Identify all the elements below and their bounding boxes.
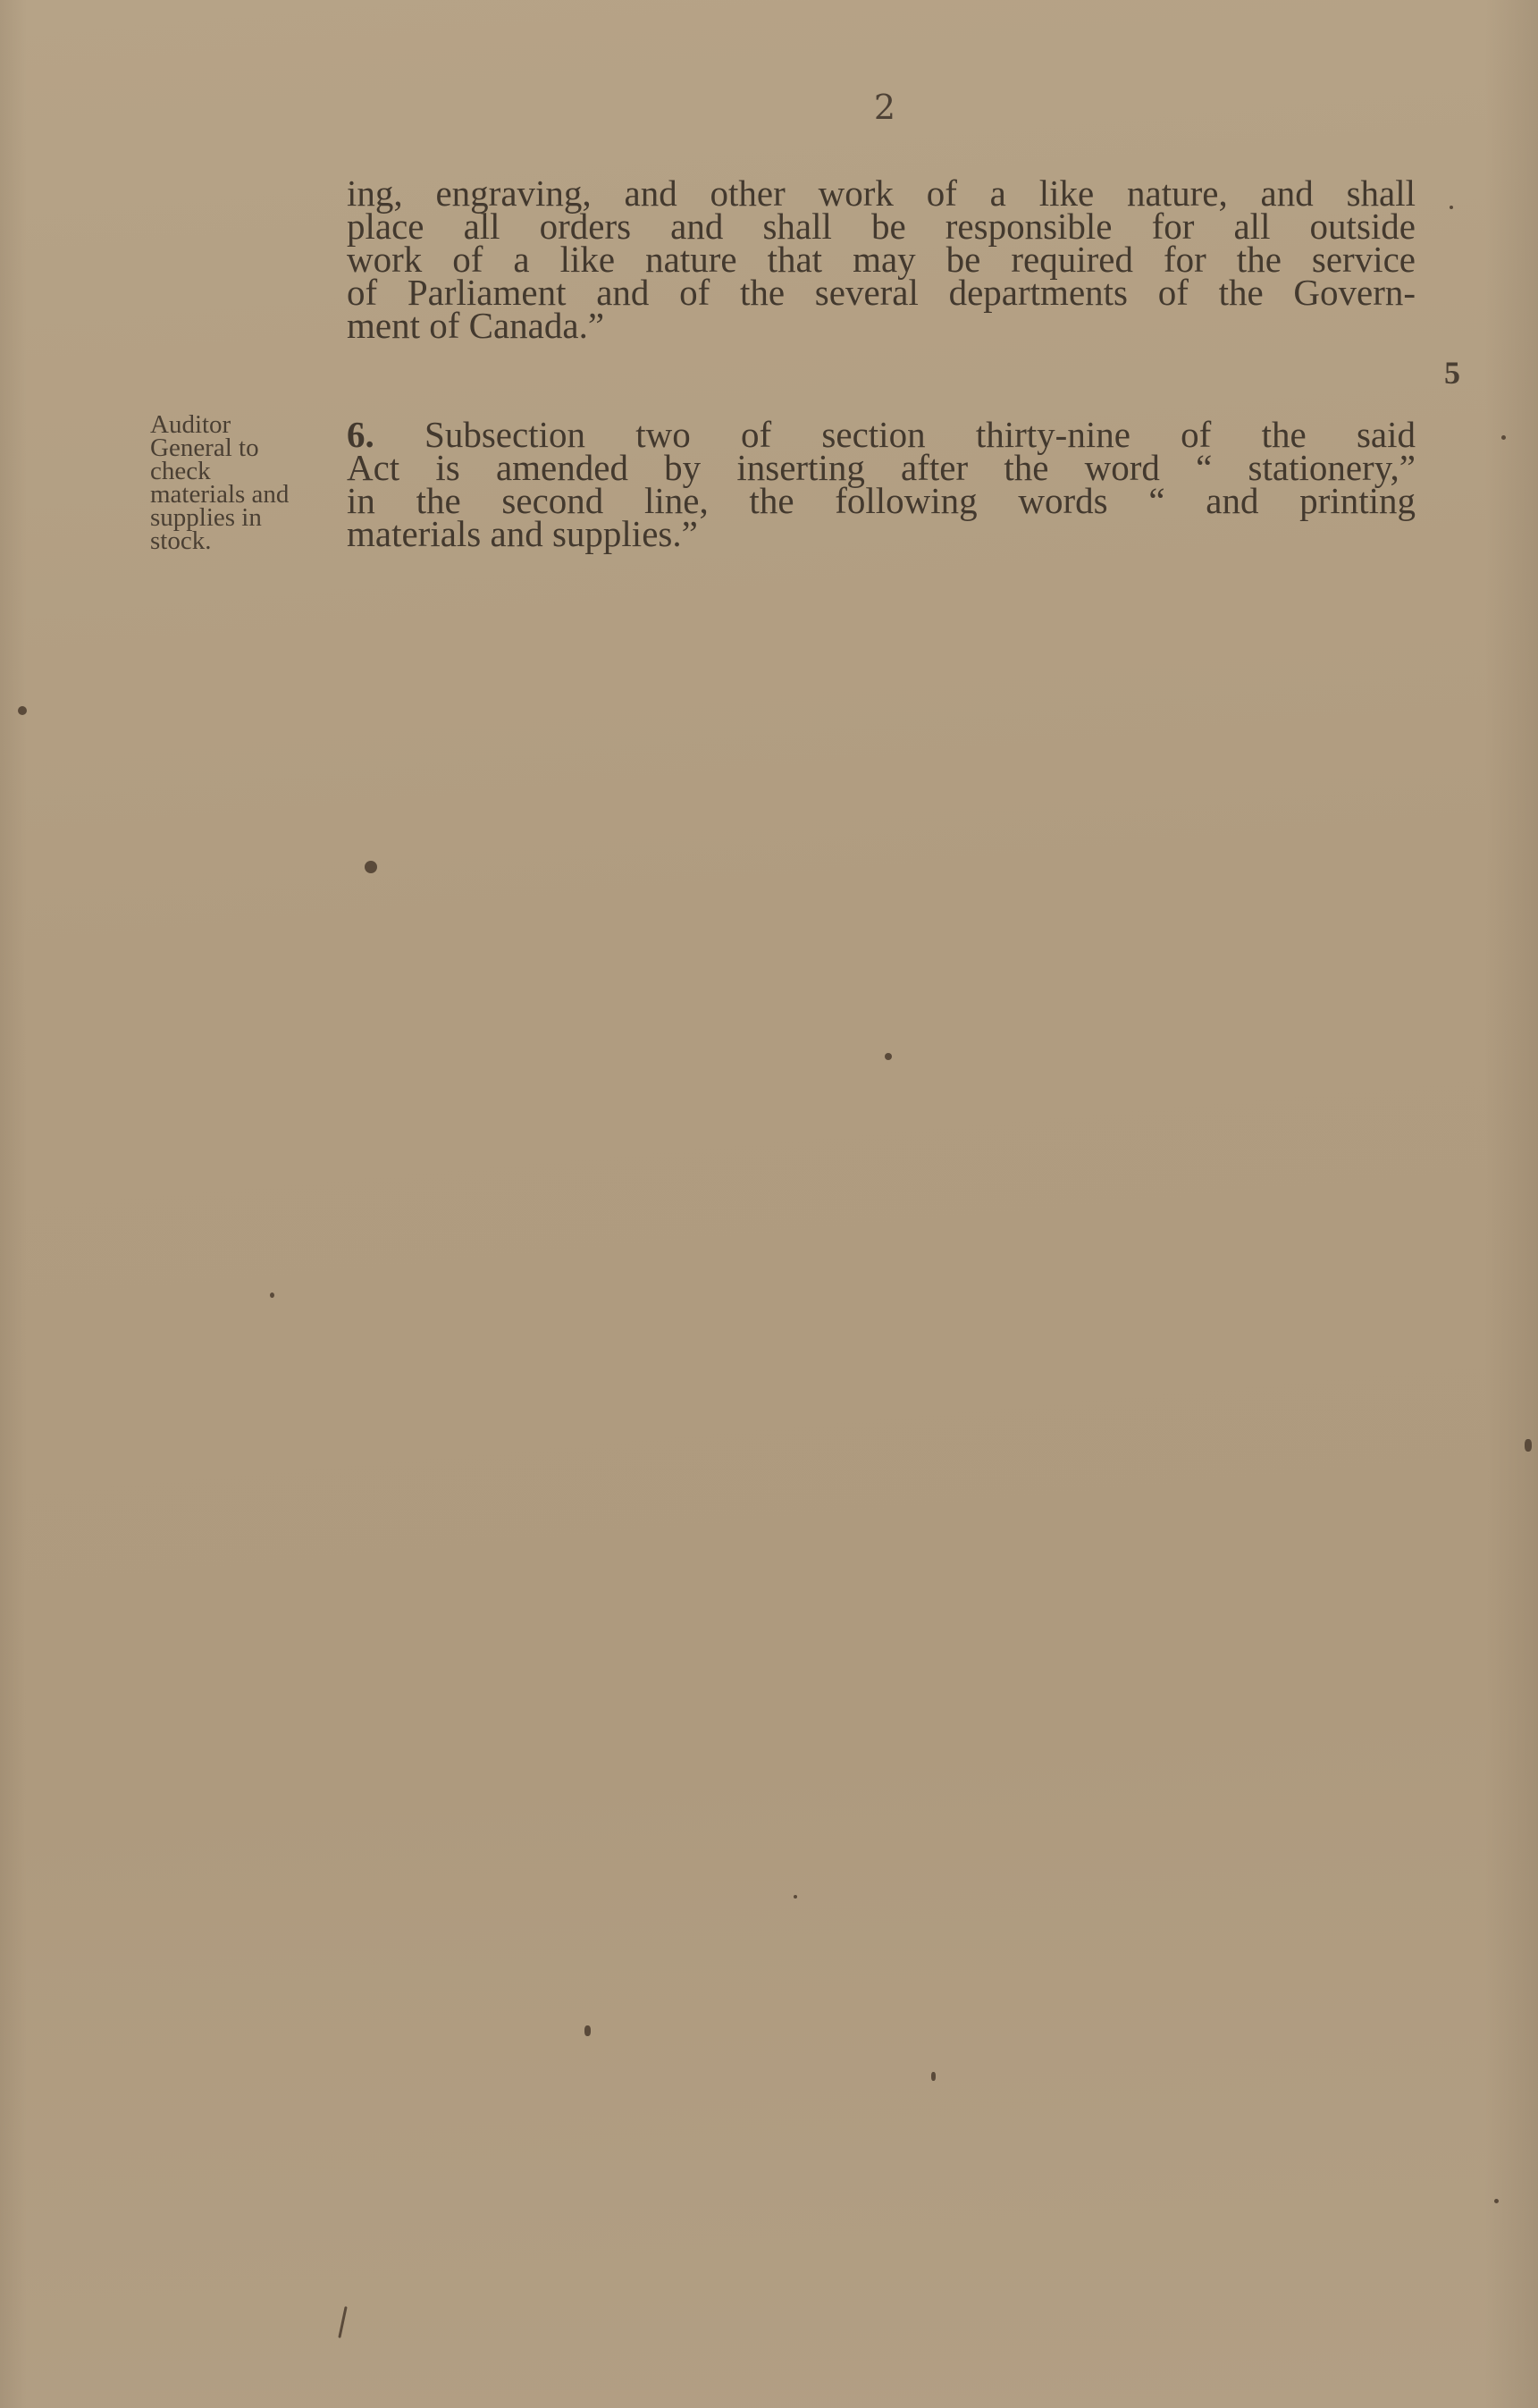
text-line: work of a like nature that may be required for the service bbox=[347, 239, 1416, 280]
paper-speck bbox=[1450, 206, 1453, 209]
paragraph-continuation bbox=[347, 173, 1416, 346]
text-line: ing, engraving, and other work of a like nature, and shall bbox=[347, 173, 1416, 214]
paper-speck bbox=[794, 1895, 797, 1899]
marginal-note-line: Auditor bbox=[150, 410, 231, 439]
page-number: 2 bbox=[873, 88, 896, 127]
paper-speck bbox=[1494, 2199, 1499, 2203]
text-line: materials and supplies.” bbox=[347, 513, 698, 554]
paper-speck bbox=[365, 861, 377, 873]
text-line: in the second line, the following words “ and printing bbox=[347, 480, 1416, 521]
paper-speck bbox=[18, 706, 27, 715]
paper-speck bbox=[584, 2025, 591, 2036]
text-line-content: Subsection two of section thirty-nine of the said bbox=[424, 414, 1416, 455]
left-edge-shadow bbox=[0, 0, 27, 2408]
text-line: ment of Canada.” bbox=[347, 305, 605, 346]
text-line: of Parliament and of the several departments of the Govern- bbox=[347, 272, 1416, 313]
marginal-note bbox=[150, 410, 329, 555]
marginal-note-line: stock. bbox=[150, 526, 212, 555]
paper-speck bbox=[338, 2306, 347, 2338]
text-line: Act is amended by inserting after the word “ stationery,” bbox=[347, 447, 1416, 488]
paper-speck bbox=[1525, 1439, 1532, 1452]
paper-speck bbox=[931, 2072, 936, 2081]
section-number: 6. bbox=[347, 414, 374, 455]
section-6-paragraph bbox=[347, 414, 1416, 554]
paper-speck bbox=[885, 1053, 892, 1060]
marginal-note-line: check bbox=[150, 457, 211, 485]
right-edge-shadow bbox=[1484, 0, 1538, 2408]
paper-speck bbox=[1501, 435, 1506, 440]
line-number-marker: 5 bbox=[1444, 355, 1460, 391]
paper-speck bbox=[270, 1292, 274, 1298]
marginal-note-line: materials and bbox=[150, 480, 290, 509]
marginal-note-line: supplies in bbox=[150, 503, 262, 532]
text-line: place all orders and shall be responsible for all outside bbox=[347, 206, 1416, 247]
marginal-note-line: General to bbox=[150, 434, 259, 462]
